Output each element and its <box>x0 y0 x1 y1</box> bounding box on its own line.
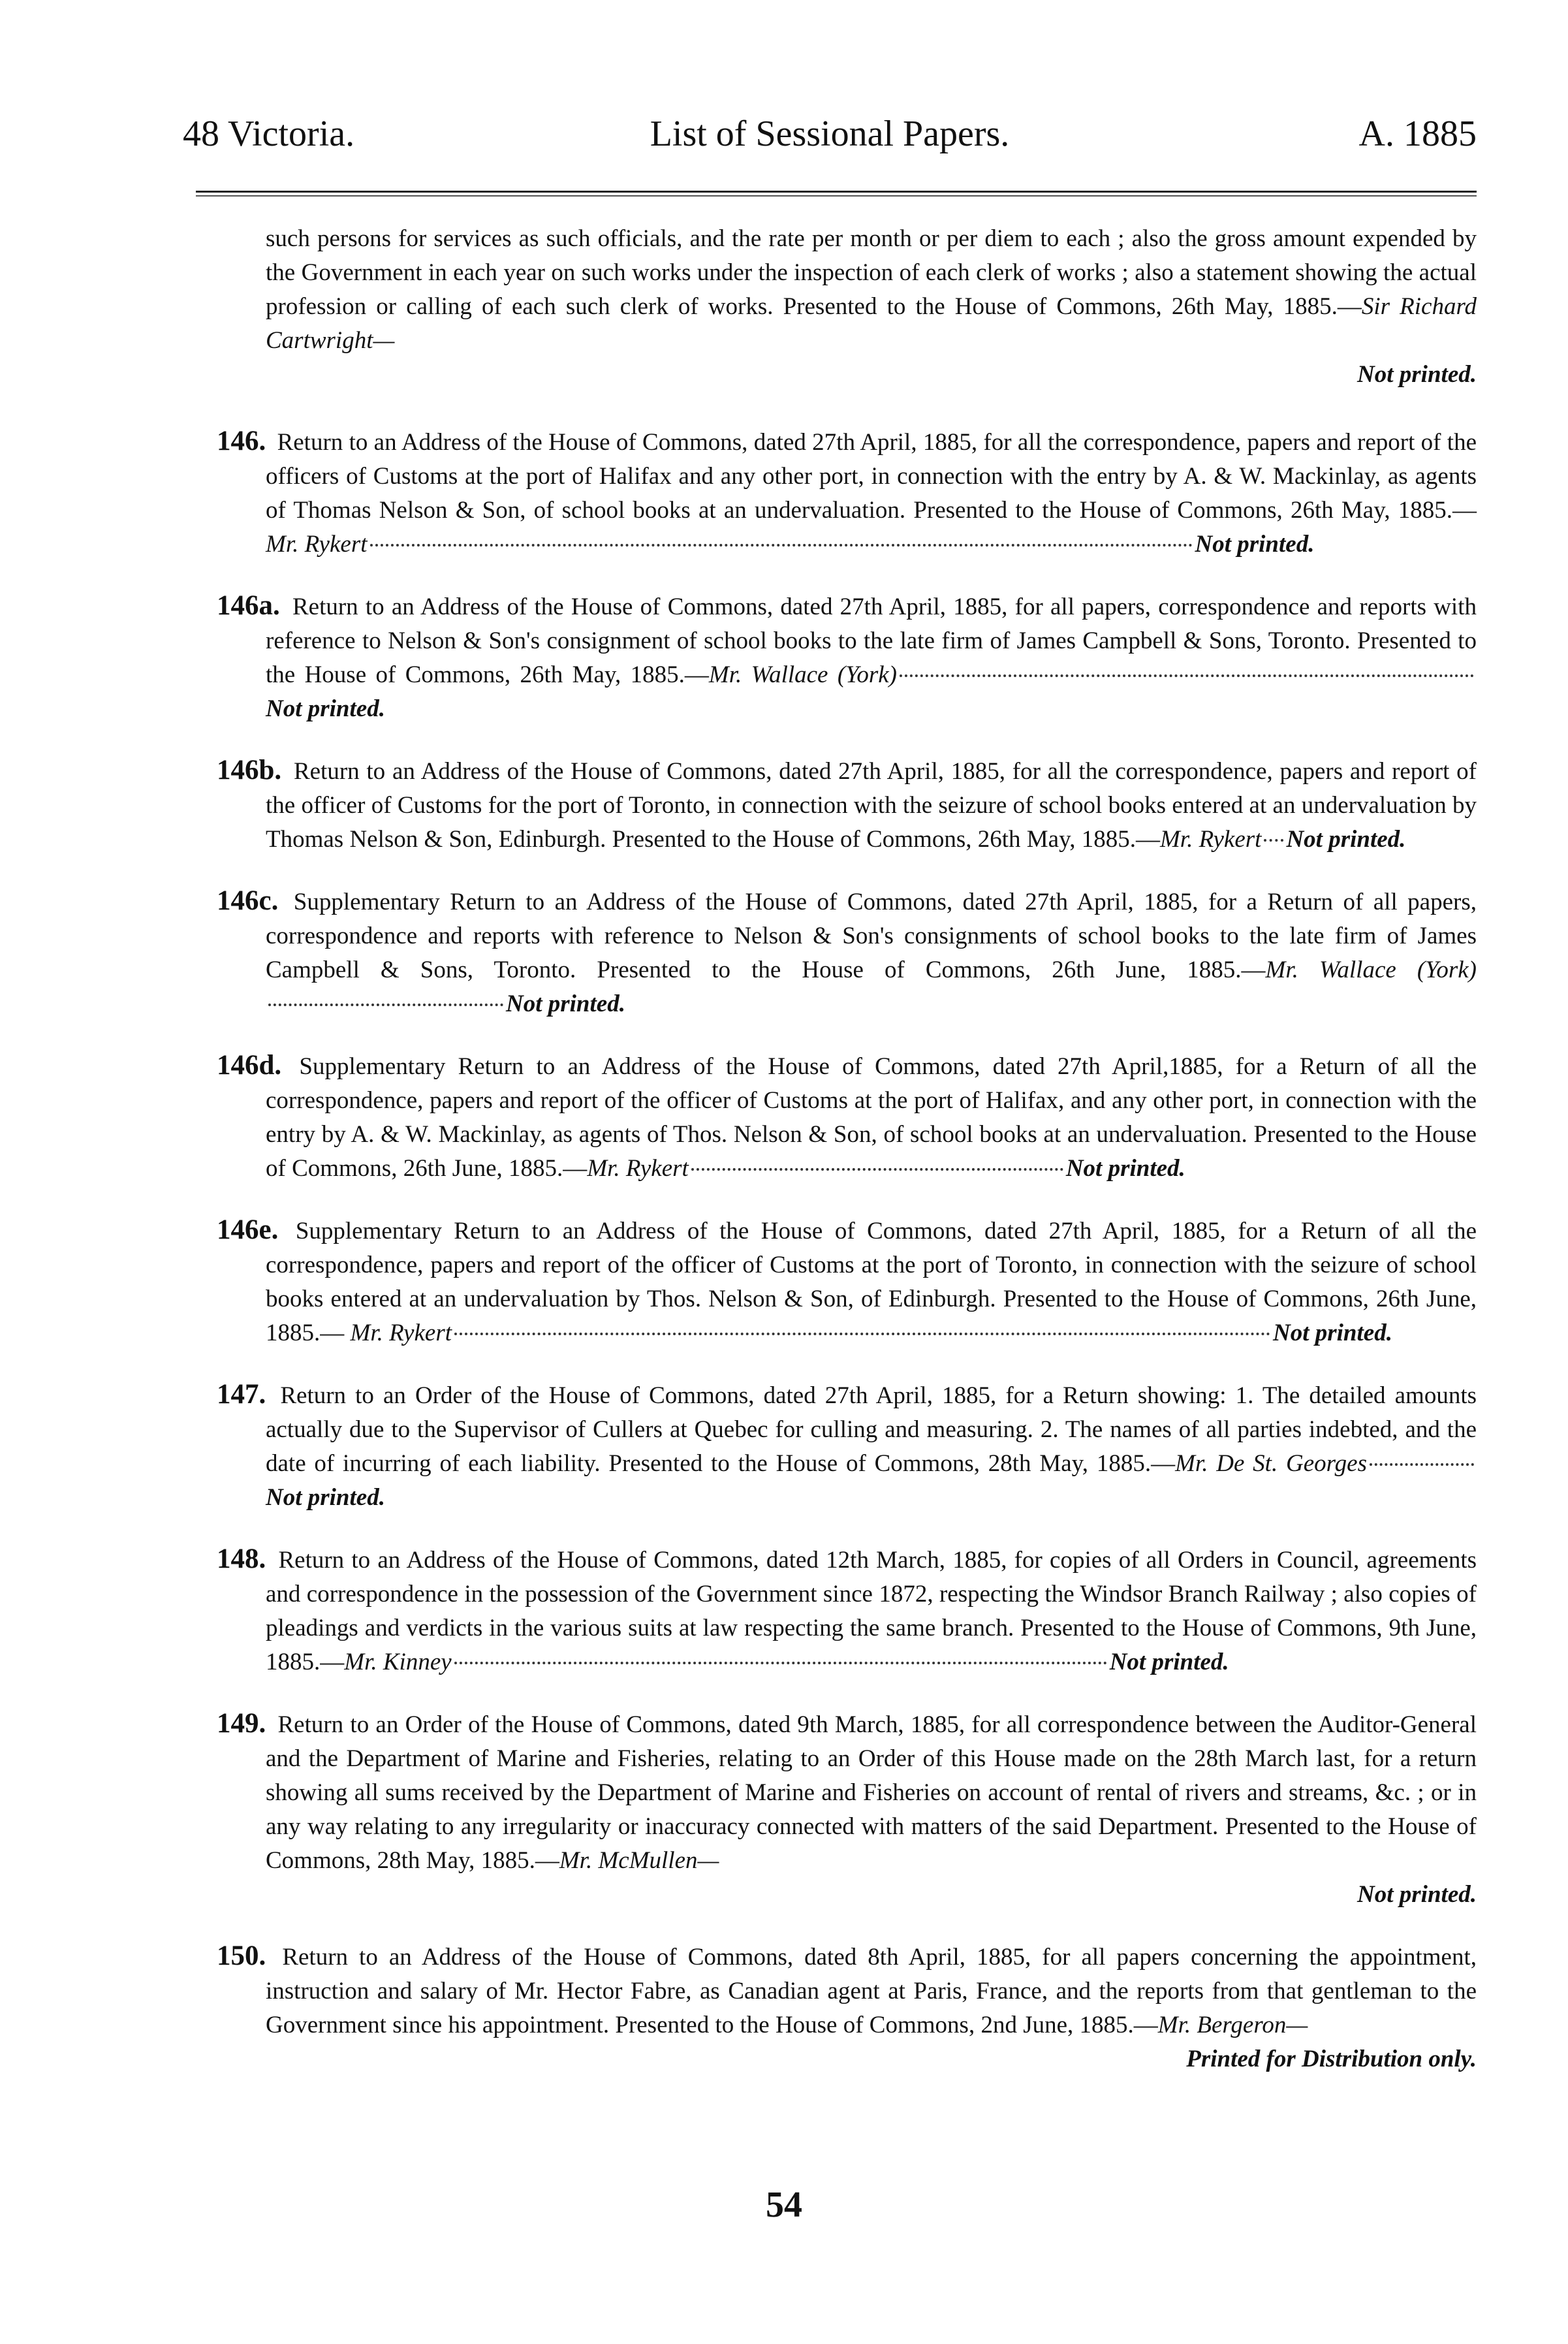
entry-status: Not printed. <box>1065 1155 1185 1182</box>
entry-146b <box>217 753 1477 857</box>
leader-dots <box>1370 1463 1474 1466</box>
entry-147 <box>217 1378 1477 1515</box>
entry-member: Mr. Rykert <box>266 531 368 558</box>
header-session: 48 Victoria. <box>183 114 355 154</box>
leader-dots <box>268 1004 503 1006</box>
entry-member: Mr. Rykert <box>350 1320 452 1346</box>
entry-text: Return to an Address of the House of Commons, dated 27th April, 1885, for all the correspondence, papers and report of the officers of Customs at the port of Halifax and any other port, in connection with the entry by A. & W. Mackinlay, as agents of Thomas Nelson & Son, of school books at an undervaluation. Presented to the House of Commons, 26th May, 1885.— <box>266 429 1477 524</box>
leader-dots <box>454 1662 1107 1664</box>
entry-text: Return to an Address of the House of Commons, dated 27th April, 1885, for all the correspondence, papers and report of the officer of Customs for the port of Toronto, in connection with the seizure of school books entered at an undervaluation by Thomas Nelson & Son, Edinburgh. Presented to the House of Commons, 26th May, 1885.— <box>266 758 1477 853</box>
entry-number: 149. <box>217 1708 266 1739</box>
entry-148 <box>217 1542 1477 1679</box>
entry-status: Not printed. <box>1273 1320 1392 1346</box>
entry-status: Not printed. <box>266 1484 385 1511</box>
entry-number: 146a. <box>217 590 280 621</box>
entry-member: Mr. Bergeron— <box>1157 2012 1308 2038</box>
entry-number: 146d. <box>217 1050 282 1081</box>
entry-text: such persons for services as such officials, and the rate per month or per diem to each ; also the gross amount expended by the Government in each year on such works under the inspection of each clerk of works ; also a statement showing the actual profession or calling of each such clerk of works. Presented to the House of Commons, 26th May, 1885.— <box>266 225 1477 320</box>
entry-number: 147. <box>217 1379 266 1410</box>
leader-dots <box>900 674 1474 677</box>
entry-number: 146c. <box>217 885 279 916</box>
entry-member: Mr. McMullen— <box>559 1847 719 1874</box>
entry-146d <box>217 1049 1477 1186</box>
entry-number: 148. <box>217 1544 266 1574</box>
entry-status: Not printed. <box>1357 361 1477 388</box>
entry-text: Return to an Address of the House of Commons, dated 27th April, 1885, for all papers, correspondence and reports with reference to Nelson & Son's consignment of school books to the late firm of James Campbell & Sons, Toronto. Presented to the House of Commons, 26th May, 1885.— <box>266 594 1477 688</box>
entry-text: Supplementary Return to an Address of the House of Commons, dated 27th April,1885, for a Return of all the correspondence, papers and report of the officer of Customs at the port of Halifax, and any other port, in connection with the entry by A. & W. Mackinlay, as agents of Thos. Nelson & Son, of school books at an undervaluation. Presented to the House of Commons, 26th June, 1885.— <box>266 1053 1477 1182</box>
entry-member: Sir Richard Cartwright— <box>266 293 1477 354</box>
entry-149 <box>217 1707 1477 1912</box>
entry-status: Printed for Distribution only. <box>1186 2046 1477 2072</box>
entry-150 <box>217 1939 1477 2076</box>
entry-status: Not printed. <box>1109 1649 1229 1675</box>
entry-146 <box>217 424 1477 562</box>
entry-status: Not printed. <box>1195 531 1315 558</box>
leader-dots <box>370 544 1193 546</box>
entry-number: 146e. <box>217 1214 279 1245</box>
entry-member: Mr. Wallace (York) <box>708 661 897 688</box>
entry-text: Supplementary Return to an Address of the House of Commons, dated 27th April, 1885, for a Return of all the correspondence, papers and report of the officer of Customs at the port of Toronto, in connection with the seizure of school books entered at an undervaluation by Thos. Nelson & Son, of Edinburgh. Presented to the House of Commons, 26th June, 1885.— <box>266 1218 1477 1346</box>
entry-text: Return to an Address of the House of Commons, dated 8th April, 1885, for all papers concerning the appointment, instruction and salary of Mr. Hector Fabre, as Canadian agent at Paris, France, and the reports from that gentleman to the Government since his appointment. Presented to the House of Commons, 2nd June, 1885.— <box>266 1944 1477 2038</box>
leader-dots <box>454 1333 1270 1335</box>
entry-146c <box>217 884 1477 1021</box>
entry-status: Not printed. <box>506 990 625 1017</box>
entry-146a <box>217 589 1477 726</box>
sessional-papers-list <box>217 222 1477 2076</box>
leader-dots <box>691 1168 1063 1171</box>
entry-member: Mr. Wallace (York) <box>1265 957 1477 983</box>
continued-entry <box>217 222 1477 392</box>
entry-text: Return to an Address of the House of Commons, dated 12th March, 1885, for copies of all Orders in Council, agreements and correspondence in the possession of the Government since 1872, respecting the Windsor Branch Railway ; also copies of pleadings and verdicts in the various suits at law respecting the same branch. Presented to the House of Commons, 9th June, 1885.— <box>266 1547 1477 1675</box>
entry-text: Return to an Order of the House of Commons, dated 9th March, 1885, for all correspondence between the Auditor-General and the Department of Marine and Fisheries, relating to an Order of this House made on the 28th March last, for a return showing all sums received by the Department of Marine and Fisheries on account of rental of rivers and streams, &c. ; or in any way relating to any irregularity or inaccuracy connected with matters of the said Department. Presented to the House of Commons, 28th May, 1885.— <box>266 1711 1477 1874</box>
entry-member: Mr. Kinney <box>344 1649 452 1675</box>
entry-status: Not printed. <box>1286 826 1406 853</box>
entry-status: Not printed. <box>266 695 385 722</box>
leader-dots <box>1264 839 1283 842</box>
entry-member: Mr. Rykert <box>587 1155 689 1182</box>
header-rule <box>196 191 1477 197</box>
running-header <box>183 111 1477 163</box>
header-year: A. 1885 <box>1358 114 1477 154</box>
entry-number: 150. <box>217 1940 266 1971</box>
entry-text: Supplementary Return to an Address of the House of Commons, dated 27th April, 1885, for a Return of all papers, correspondence and reports with reference to Nelson & Son's consignments of school books to the late firm of James Campbell & Sons, Toronto. Presented to the House of Commons, 26th June, 1885.— <box>266 889 1477 983</box>
entry-member: Mr. De St. Georges <box>1175 1450 1368 1477</box>
entry-number: 146. <box>217 426 266 456</box>
page-number: 54 <box>766 2185 802 2225</box>
entry-text: Return to an Order of the House of Commons, dated 27th April, 1885, for a Return showing: 1. The detailed amounts actually due to the Supervisor of Cullers at Quebec for culling and measuring. 2. The names of all parties indebted, and the date of incurring of each liability. Presented to the House of Commons, 28th May, 1885.— <box>266 1382 1477 1477</box>
header-title: List of Sessional Papers. <box>650 114 1010 154</box>
entry-status: Not printed. <box>1357 1881 1477 1908</box>
entry-member: Mr. Rykert <box>1159 826 1262 853</box>
entry-146e <box>217 1213 1477 1350</box>
entry-number: 146b. <box>217 755 282 785</box>
